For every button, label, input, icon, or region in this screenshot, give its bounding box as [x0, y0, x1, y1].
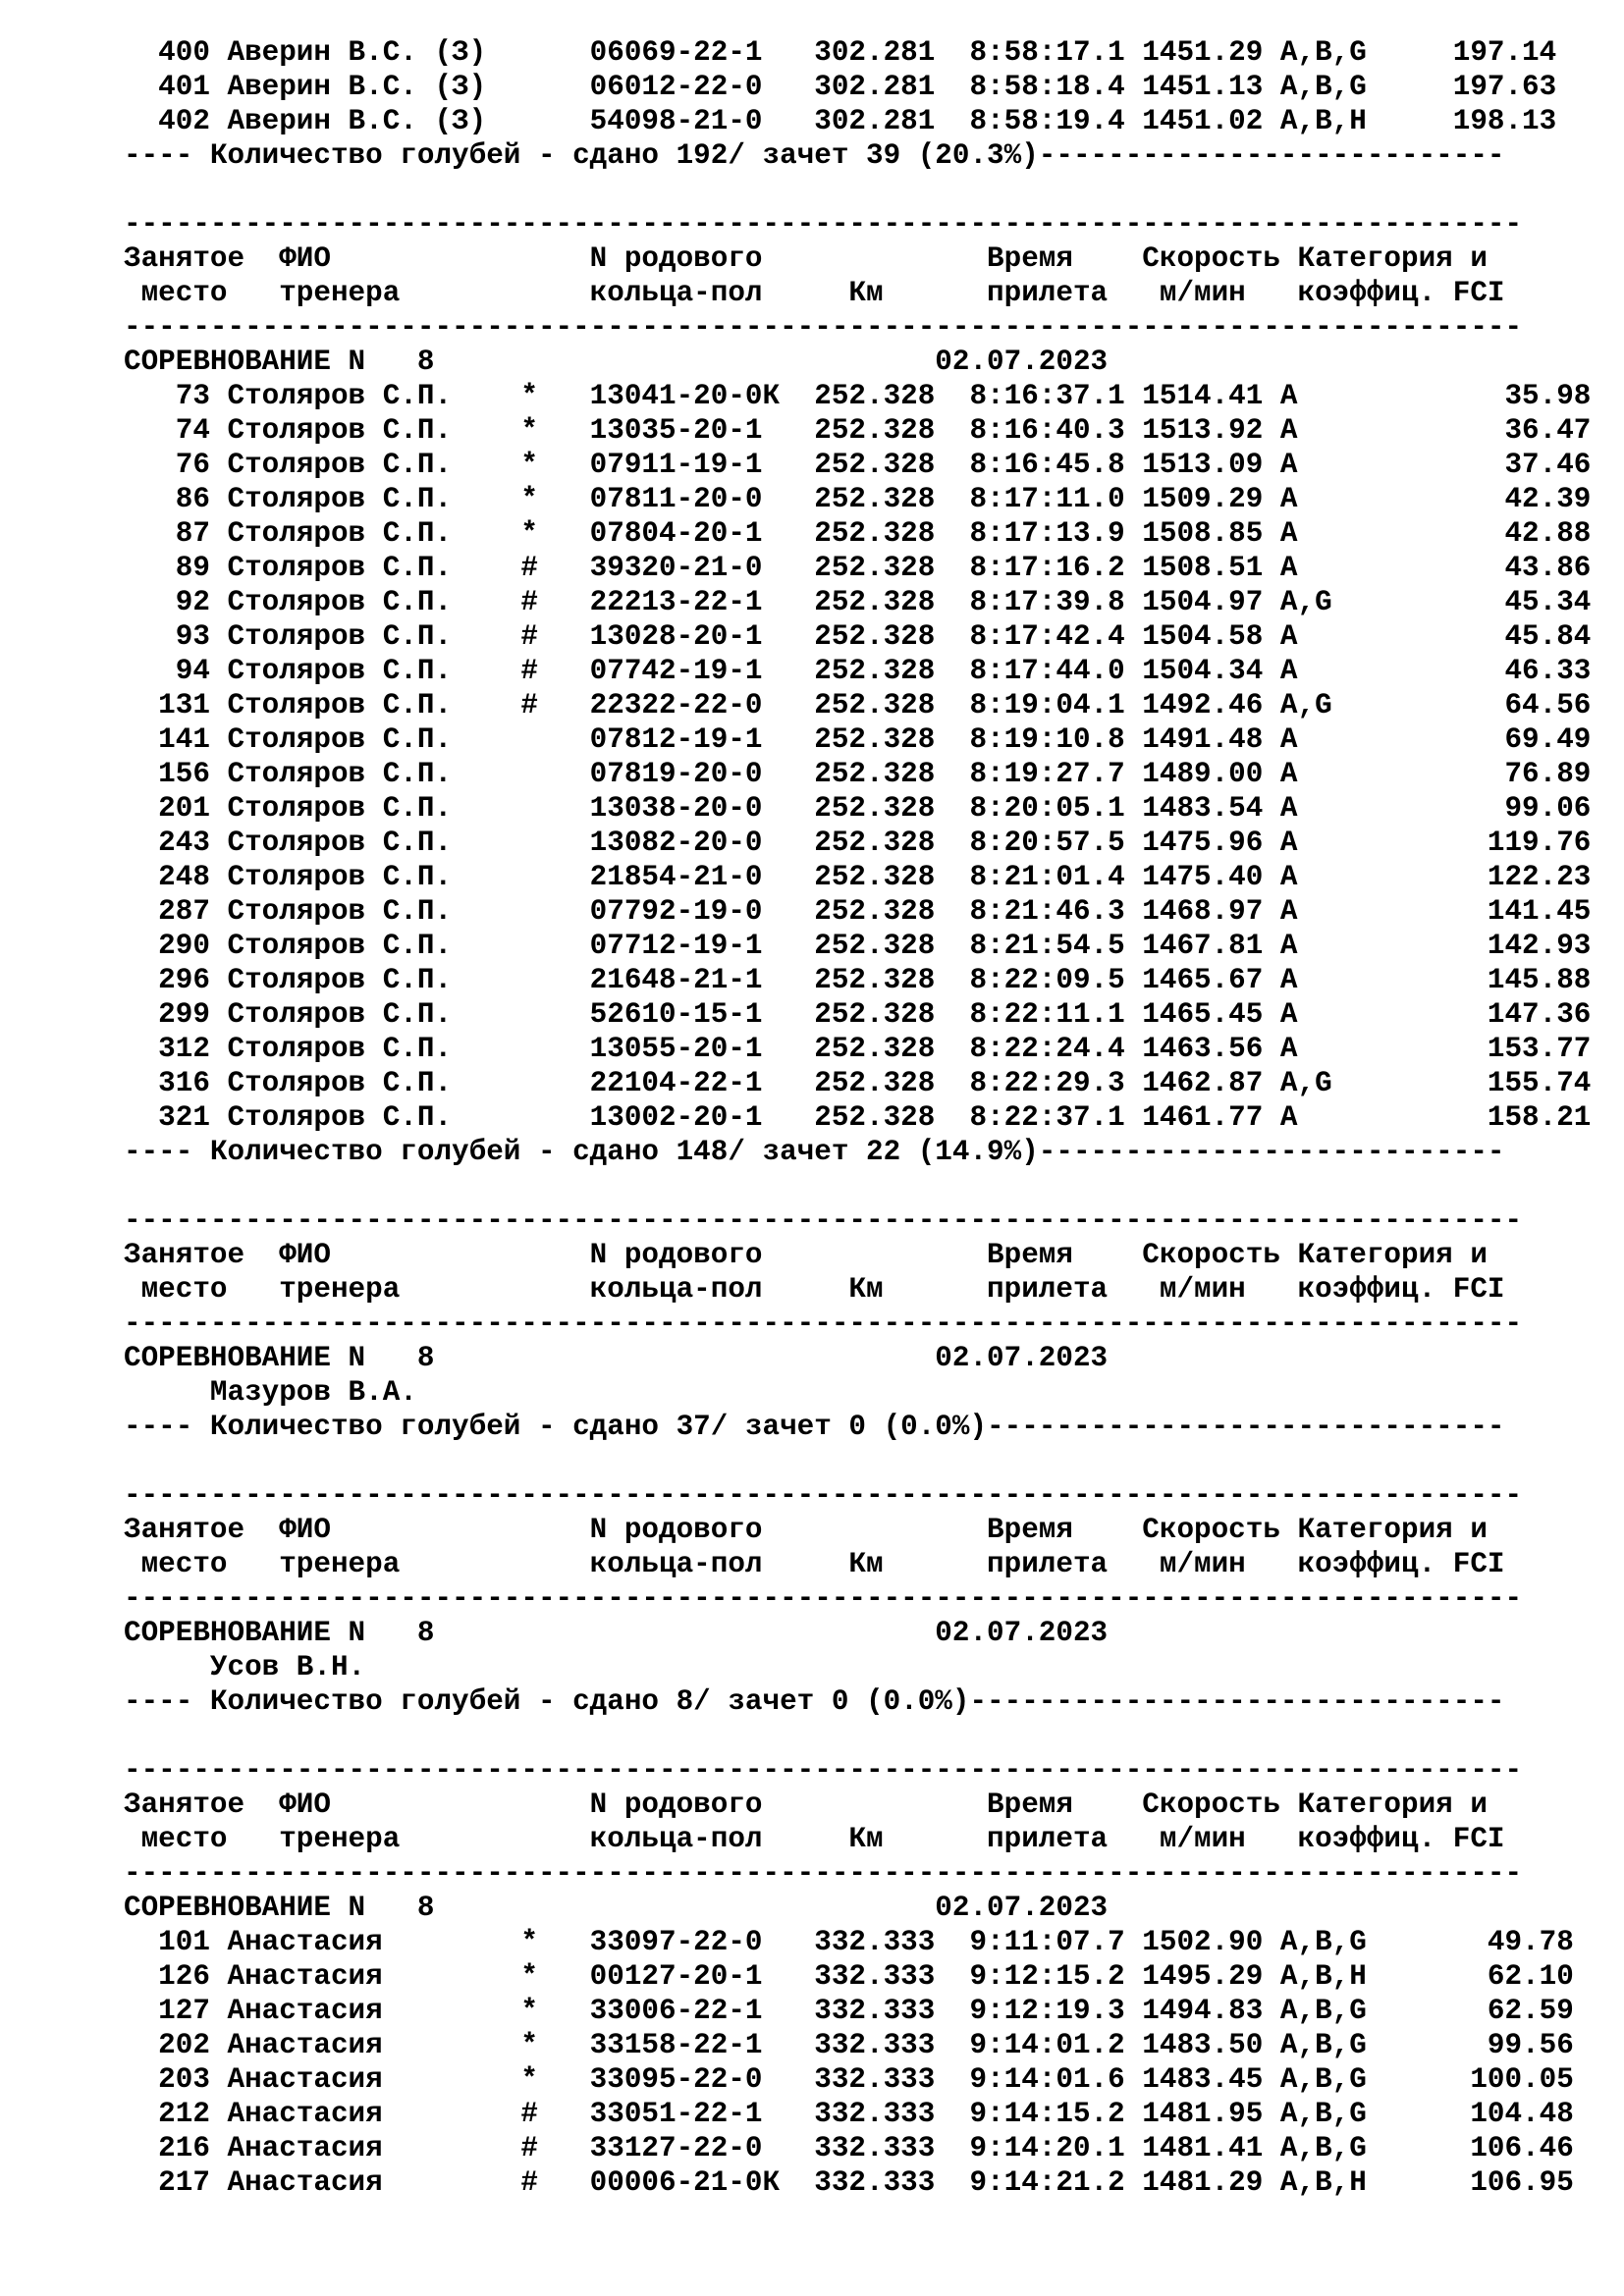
text-line: 287 Столяров С.П. 07792-19-0 252.328 8:21:46.3 1468.97 A 141.45	[124, 895, 1592, 928]
text-line: 243 Столяров С.П. 13082-20-0 252.328 8:20:57.5 1475.96 A 119.76	[124, 827, 1592, 859]
text-line: Занятое ФИО N родового Время Скорость Категория и	[124, 242, 1488, 275]
text-line: ---------------------------------------------------------------------------------	[124, 311, 1523, 344]
text-line: Усов В.Н.	[124, 1651, 366, 1683]
text-line: Мазуров В.А.	[124, 1376, 417, 1409]
blank-line	[124, 1719, 1597, 1753]
text-line: место тренера кольца-пол Км прилета м/мин коэффиц. FCI	[124, 1823, 1505, 1855]
text-line: ---------------------------------------------------------------------------------	[124, 1479, 1523, 1512]
text-line: Занятое ФИО N родового Время Скорость Категория и	[124, 1514, 1488, 1546]
text-line: 290 Столяров С.П. 07712-19-1 252.328 8:21:54.5 1467.81 A 142.93	[124, 930, 1592, 962]
text-line: 216 Анастасия # 33127-22-0 332.333 9:14:20.1 1481.41 A,B,G 106.46	[124, 2132, 1574, 2164]
text-line: СОРЕВНОВАНИЕ N 8 02.07.2023	[124, 1617, 1109, 1649]
text-line: 402 Аверин В.С. (З) 54098-21-0 302.281 8:58:19.4 1451.02 A,B,H 198.13	[124, 105, 1557, 137]
text-line: 101 Анастасия * 33097-22-0 332.333 9:11:07.7 1502.90 A,B,G 49.78	[124, 1926, 1574, 1958]
text-line: ---------------------------------------------------------------------------------	[124, 208, 1523, 240]
text-line: СОРЕВНОВАНИЕ N 8 02.07.2023	[124, 1342, 1109, 1374]
text-line: 312 Столяров С.П. 13055-20-1 252.328 8:22:24.4 1463.56 A 153.77	[124, 1033, 1592, 1065]
text-line: 201 Столяров С.П. 13038-20-0 252.328 8:20:05.1 1483.54 A 99.06	[124, 792, 1592, 825]
text-line: ---------------------------------------------------------------------------------	[124, 1754, 1523, 1787]
text-line: ---------------------------------------------------------------------------------	[124, 1582, 1523, 1615]
text-line: ---- Количество голубей - сдано 8/ зачет 0 (0.0%)-------------------------------	[124, 1685, 1505, 1718]
text-line: 401 Аверин В.С. (З) 06012-22-0 302.281 8:58:18.4 1451.13 A,B,G 197.63	[124, 71, 1557, 103]
blank-line	[124, 1444, 1597, 1478]
text-line: 86 Столяров С.П. * 07811-20-0 252.328 8:17:11.0 1509.29 A 42.39	[124, 483, 1592, 515]
text-line: 203 Анастасия * 33095-22-0 332.333 9:14:01.6 1483.45 A,B,G 100.05	[124, 2063, 1574, 2096]
text-line: 87 Столяров С.П. * 07804-20-1 252.328 8:17:13.9 1508.85 A 42.88	[124, 517, 1592, 550]
text-line: СОРЕВНОВАНИЕ N 8 02.07.2023	[124, 346, 1109, 378]
text-line: ---- Количество голубей - сдано 37/ зачет 0 (0.0%)------------------------------	[124, 1411, 1505, 1443]
text-line: 94 Столяров С.П. # 07742-19-1 252.328 8:17:44.0 1504.34 A 46.33	[124, 655, 1592, 687]
text-line: 156 Столяров С.П. 07819-20-0 252.328 8:19:27.7 1489.00 A 76.89	[124, 758, 1592, 790]
results-block	[124, 1478, 1597, 1719]
text-line: место тренера кольца-пол Км прилета м/мин коэффиц. FCI	[124, 277, 1505, 309]
text-line: 212 Анастасия # 33051-22-1 332.333 9:14:15.2 1481.95 A,B,G 104.48	[124, 2098, 1574, 2130]
blank-line	[124, 1169, 1597, 1203]
results-block	[124, 1753, 1597, 2200]
text-line: 217 Анастасия # 00006-21-0К 332.333 9:14:21.2 1481.29 A,B,H 106.95	[124, 2166, 1574, 2199]
text-line: место тренера кольца-пол Км прилета м/мин коэффиц. FCI	[124, 1273, 1505, 1306]
text-line: 131 Столяров С.П. # 22322-22-0 252.328 8:19:04.1 1492.46 A,G 64.56	[124, 689, 1592, 721]
text-line: 296 Столяров С.П. 21648-21-1 252.328 8:22:09.5 1465.67 A 145.88	[124, 964, 1592, 996]
text-line: 299 Столяров С.П. 52610-15-1 252.328 8:22:11.1 1465.45 A 147.36	[124, 998, 1592, 1031]
text-line: ---- Количество голубей - сдано 148/ зачет 22 (14.9%)---------------------------	[124, 1136, 1505, 1168]
text-line: 74 Столяров С.П. * 13035-20-1 252.328 8:16:40.3 1513.92 A 36.47	[124, 414, 1592, 447]
text-line: СОРЕВНОВАНИЕ N 8 02.07.2023	[124, 1892, 1109, 1924]
text-line: 93 Столяров С.П. # 13028-20-1 252.328 8:17:42.4 1504.58 A 45.84	[124, 620, 1592, 653]
results-block	[124, 207, 1597, 1169]
text-line: Занятое ФИО N родового Время Скорость Категория и	[124, 1789, 1488, 1821]
results-document	[124, 35, 1597, 2200]
text-line: 73 Столяров С.П. * 13041-20-0К 252.328 8:16:37.1 1514.41 A 35.98	[124, 380, 1592, 412]
text-line: 248 Столяров С.П. 21854-21-0 252.328 8:21:01.4 1475.40 A 122.23	[124, 861, 1592, 893]
text-line: ---------------------------------------------------------------------------------	[124, 1308, 1523, 1340]
results-block	[124, 1203, 1597, 1444]
text-line: ---- Количество голубей - сдано 192/ зачет 39 (20.3%)---------------------------	[124, 139, 1505, 172]
text-line: 202 Анастасия * 33158-22-1 332.333 9:14:01.2 1483.50 A,B,G 99.56	[124, 2029, 1574, 2061]
text-line: 316 Столяров С.П. 22104-22-1 252.328 8:22:29.3 1462.87 A,G 155.74	[124, 1067, 1592, 1099]
text-line: 321 Столяров С.П. 13002-20-1 252.328 8:22:37.1 1461.77 A 158.21	[124, 1101, 1592, 1134]
blank-line	[124, 173, 1597, 207]
text-line: 141 Столяров С.П. 07812-19-1 252.328 8:19:10.8 1491.48 A 69.49	[124, 723, 1592, 756]
text-line: 92 Столяров С.П. # 22213-22-1 252.328 8:17:39.8 1504.97 A,G 45.34	[124, 586, 1592, 618]
text-line: 76 Столяров С.П. * 07911-19-1 252.328 8:16:45.8 1513.09 A 37.46	[124, 449, 1592, 481]
text-line: 400 Аверин В.С. (З) 06069-22-1 302.281 8:58:17.1 1451.29 A,B,G 197.14	[124, 36, 1557, 69]
text-line: ---------------------------------------------------------------------------------	[124, 1204, 1523, 1237]
text-line: 89 Столяров С.П. # 39320-21-0 252.328 8:17:16.2 1508.51 A 43.86	[124, 552, 1592, 584]
text-line: Занятое ФИО N родового Время Скорость Категория и	[124, 1239, 1488, 1271]
text-line: 127 Анастасия * 33006-22-1 332.333 9:12:19.3 1494.83 A,B,G 62.59	[124, 1995, 1574, 2027]
text-line: 126 Анастасия * 00127-20-1 332.333 9:12:15.2 1495.29 A,B,H 62.10	[124, 1960, 1574, 1993]
text-line: ---------------------------------------------------------------------------------	[124, 1857, 1523, 1890]
text-line: место тренера кольца-пол Км прилета м/мин коэффиц. FCI	[124, 1548, 1505, 1580]
results-block	[124, 35, 1597, 173]
